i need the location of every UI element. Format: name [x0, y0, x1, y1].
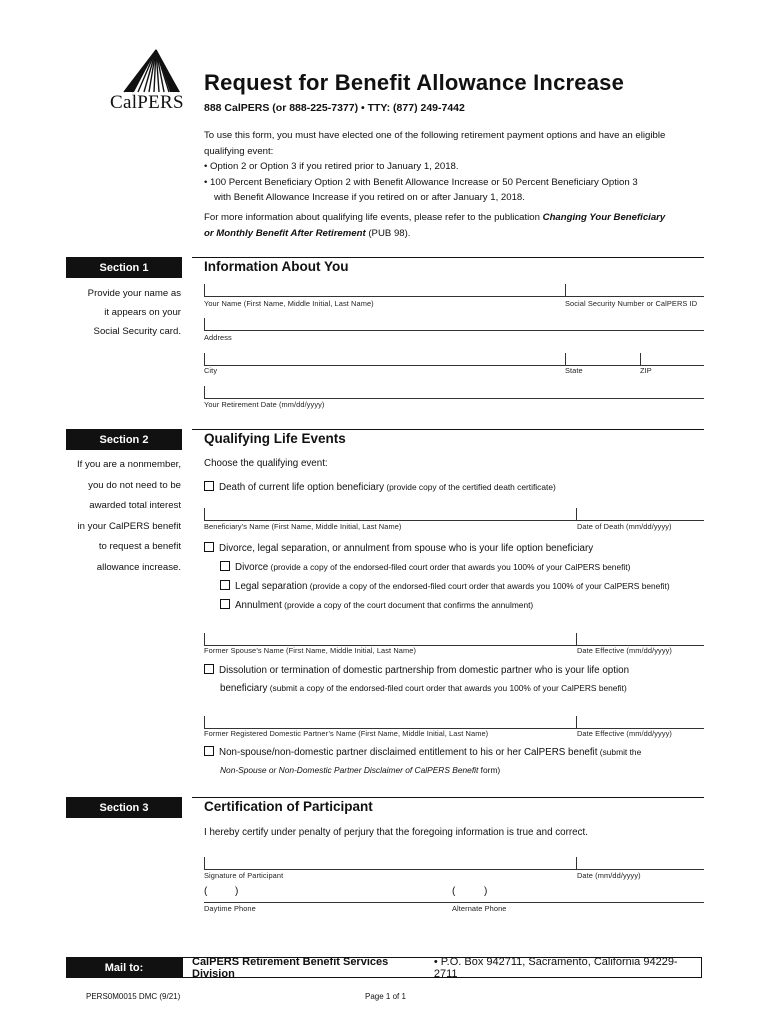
domestic-partner-label-cont: beneficiary — [220, 683, 268, 694]
paren-close: ) — [235, 886, 239, 897]
section-1-rule — [192, 257, 704, 258]
paren-close: ) — [484, 886, 488, 897]
city-label: City — [204, 366, 218, 375]
field-tick — [204, 284, 205, 296]
annulment-checkbox[interactable] — [220, 599, 230, 609]
field-tick — [640, 353, 641, 365]
annulment-label: Annulment — [235, 600, 282, 611]
nonspouse-option-cont — [220, 765, 500, 775]
legal-separation-label: Legal separation — [235, 581, 308, 592]
mail-org: CalPERS Retirement Benefit Services Division — [192, 955, 389, 980]
note-line: If you are a nonmember, — [77, 459, 181, 470]
retirement-date-field[interactable] — [204, 383, 704, 399]
domestic-partner-option-cont — [220, 683, 627, 694]
field-tick — [204, 508, 205, 520]
field-tick — [204, 857, 205, 869]
choose-event-text: Choose the qualifying event: — [204, 458, 328, 469]
note-line: allowance increase. — [96, 561, 181, 573]
field-tick — [204, 318, 205, 330]
domestic-partner-label: Dissolution or termination of domestic partnership from domestic partner who is your life option — [219, 665, 630, 676]
intro-text — [204, 128, 674, 206]
mail-to-bar: Mail to: — [66, 957, 182, 978]
divorce-label: Divorce — [235, 562, 269, 573]
note-line: Provide your name as — [87, 288, 181, 299]
section-3-bar: Section 3 — [66, 797, 182, 818]
alternate-phone-label: Alternate Phone — [452, 904, 507, 913]
intro-bullet: • 100 Percent Beneficiary Option 2 with Benefit Allowance Increase or 50 Percent Beneficiary Option 3 — [204, 176, 638, 188]
logo-text: CalPERS — [110, 92, 184, 113]
paren-open: ( — [452, 886, 456, 897]
nonspouse-checkbox[interactable] — [204, 746, 214, 756]
section-2-title: Qualifying Life Events — [204, 431, 346, 446]
field-tick — [204, 386, 205, 398]
page-number: Page 1 of 1 — [365, 992, 406, 1001]
contact-phone: 888 CalPERS (or 888-225-7377) • TTY: (877) 249-7442 — [204, 102, 465, 114]
field-tick — [576, 633, 577, 645]
field-tick — [576, 857, 577, 869]
divorce-note: (provide a copy of the endorsed-filed court order that awards you 100% of your CalPERS benefit) — [268, 562, 631, 572]
certification-text: I hereby certify under penalty of perjury that the foregoing information is true and correct. — [204, 827, 588, 838]
city-state-zip-field[interactable] — [204, 350, 704, 366]
field-tick — [204, 633, 205, 645]
section-1-note — [60, 284, 181, 341]
signature-field[interactable] — [204, 854, 704, 870]
field-tick — [576, 508, 577, 520]
zip-label: ZIP — [640, 366, 652, 375]
name-label: Your Name (First Name, Middle Initial, Last Name) — [204, 299, 374, 308]
field-tick — [204, 353, 205, 365]
signature-date-label: Date (mm/dd/yyyy) — [577, 871, 641, 880]
section-2-rule — [192, 429, 704, 430]
field-tick — [565, 353, 566, 365]
nonspouse-option — [204, 746, 641, 758]
page-title: Request for Benefit Allowance Increase — [204, 70, 625, 95]
publication-title: Changing Your Beneficiary — [542, 212, 666, 223]
form-id: PERS0M0015 DMC (9/21) — [86, 992, 181, 1001]
mail-address: • P.O. Box 942711, Sacramento, California 94229-2711 — [433, 955, 678, 980]
disclaimer-form-title: Non-Spouse or Non-Domestic Partner Disclaimer of CalPERS Benefit — [220, 765, 479, 775]
address-field[interactable] — [204, 315, 704, 331]
former-spouse-label: Former Spouse’s Name (First Name, Middle Initial, Last Name) — [204, 646, 417, 655]
section-3-title: Certification of Participant — [204, 799, 373, 814]
intro-line: To use this form, you must have elected one of the following retirement payment options and have an eligible — [204, 130, 666, 141]
domestic-partner-note: (submit a copy of the endorsed-filed court order that awards you 100% of your CalPERS benefit) — [267, 683, 627, 693]
date-effective-label: Date Effective (mm/dd/yyyy) — [577, 729, 672, 738]
name-field[interactable] — [204, 281, 704, 297]
daytime-phone-label: Daytime Phone — [204, 904, 256, 913]
former-partner-field[interactable] — [204, 713, 704, 729]
note-line: to request a benefit — [98, 541, 181, 552]
legal-separation-checkbox[interactable] — [220, 580, 230, 590]
address-label: Address — [204, 333, 232, 342]
death-option-note: (provide copy of the certified death certificate) — [384, 482, 556, 492]
section-2-note — [60, 455, 181, 578]
divorce-group-checkbox[interactable] — [204, 542, 214, 552]
nonspouse-label: Non-spouse/non-domestic partner disclaimed entitlement to his or her CalPERS benefit — [219, 747, 598, 758]
date-effective-label: Date Effective (mm/dd/yyyy) — [577, 646, 672, 655]
legal-separation-option — [220, 580, 670, 592]
domestic-partner-checkbox[interactable] — [204, 664, 214, 674]
intro-bullet-cont: with Benefit Allowance Increase if you retired on or after January 1, 2018. — [214, 192, 525, 203]
field-tick — [576, 716, 577, 728]
field-tick — [565, 284, 566, 296]
intro-more — [204, 210, 674, 241]
note-line: Social Security card. — [93, 326, 181, 337]
mail-address-box — [182, 957, 702, 978]
nonspouse-note: (submit the — [597, 747, 642, 757]
note-line: it appears on your — [104, 307, 181, 318]
former-spouse-field[interactable] — [204, 630, 704, 646]
field-tick — [204, 716, 205, 728]
legal-separation-note: (provide a copy of the endorsed-filed court order that awards you 100% of your CalPERS benefit) — [307, 581, 670, 591]
section-2-bar: Section 2 — [66, 429, 182, 450]
divorce-checkbox[interactable] — [220, 561, 230, 571]
state-label: State — [565, 366, 583, 375]
beneficiary-name-label: Beneficiary’s Name (First Name, Middle Initial, Last Name) — [204, 522, 402, 531]
intro-more-text: For more information about qualifying life events, please refer to the publication — [204, 212, 543, 223]
section-1-title: Information About You — [204, 259, 349, 274]
note-line: you do not need to be — [88, 479, 181, 491]
retirement-date-label: Your Retirement Date (mm/dd/yyyy) — [204, 400, 325, 409]
ssn-label: Social Security Number or CalPERS ID — [565, 299, 698, 308]
section-3-rule — [192, 797, 704, 798]
note-line: in your CalPERS benefit — [77, 520, 181, 532]
intro-line: qualifying event: — [204, 145, 274, 157]
death-checkbox[interactable] — [204, 481, 214, 491]
death-date-label: Date of Death (mm/dd/yyyy) — [577, 522, 672, 531]
signature-label: Signature of Participant — [204, 871, 284, 880]
paren-open: ( — [204, 886, 208, 897]
annulment-note: (provide a copy of the court document that confirms the annulment) — [281, 600, 534, 610]
nonspouse-suffix: form) — [478, 765, 501, 775]
note-line: awarded total interest — [89, 500, 181, 511]
intro-more-text: (PUB 98). — [365, 227, 411, 239]
former-partner-label: Former Registered Domestic Partner’s Name (First Name, Middle Initial, Last Name) — [204, 729, 489, 738]
divorce-group-label: Divorce, legal separation, or annulment from spouse who is your life option beneficiary — [219, 543, 594, 554]
divorce-sub-option — [220, 561, 630, 573]
intro-bullet: • Option 2 or Option 3 if you retired prior to January 1, 2018. — [204, 161, 459, 172]
annulment-option — [220, 599, 533, 611]
domestic-partner-option — [204, 664, 629, 676]
section-1-bar: Section 1 — [66, 257, 182, 278]
death-option — [204, 481, 556, 493]
divorce-option — [204, 542, 593, 554]
publication-title-cont: or Monthly Benefit After Retirement — [204, 227, 366, 239]
beneficiary-name-field[interactable] — [204, 505, 704, 521]
death-option-label: Death of current life option beneficiary — [219, 482, 385, 493]
